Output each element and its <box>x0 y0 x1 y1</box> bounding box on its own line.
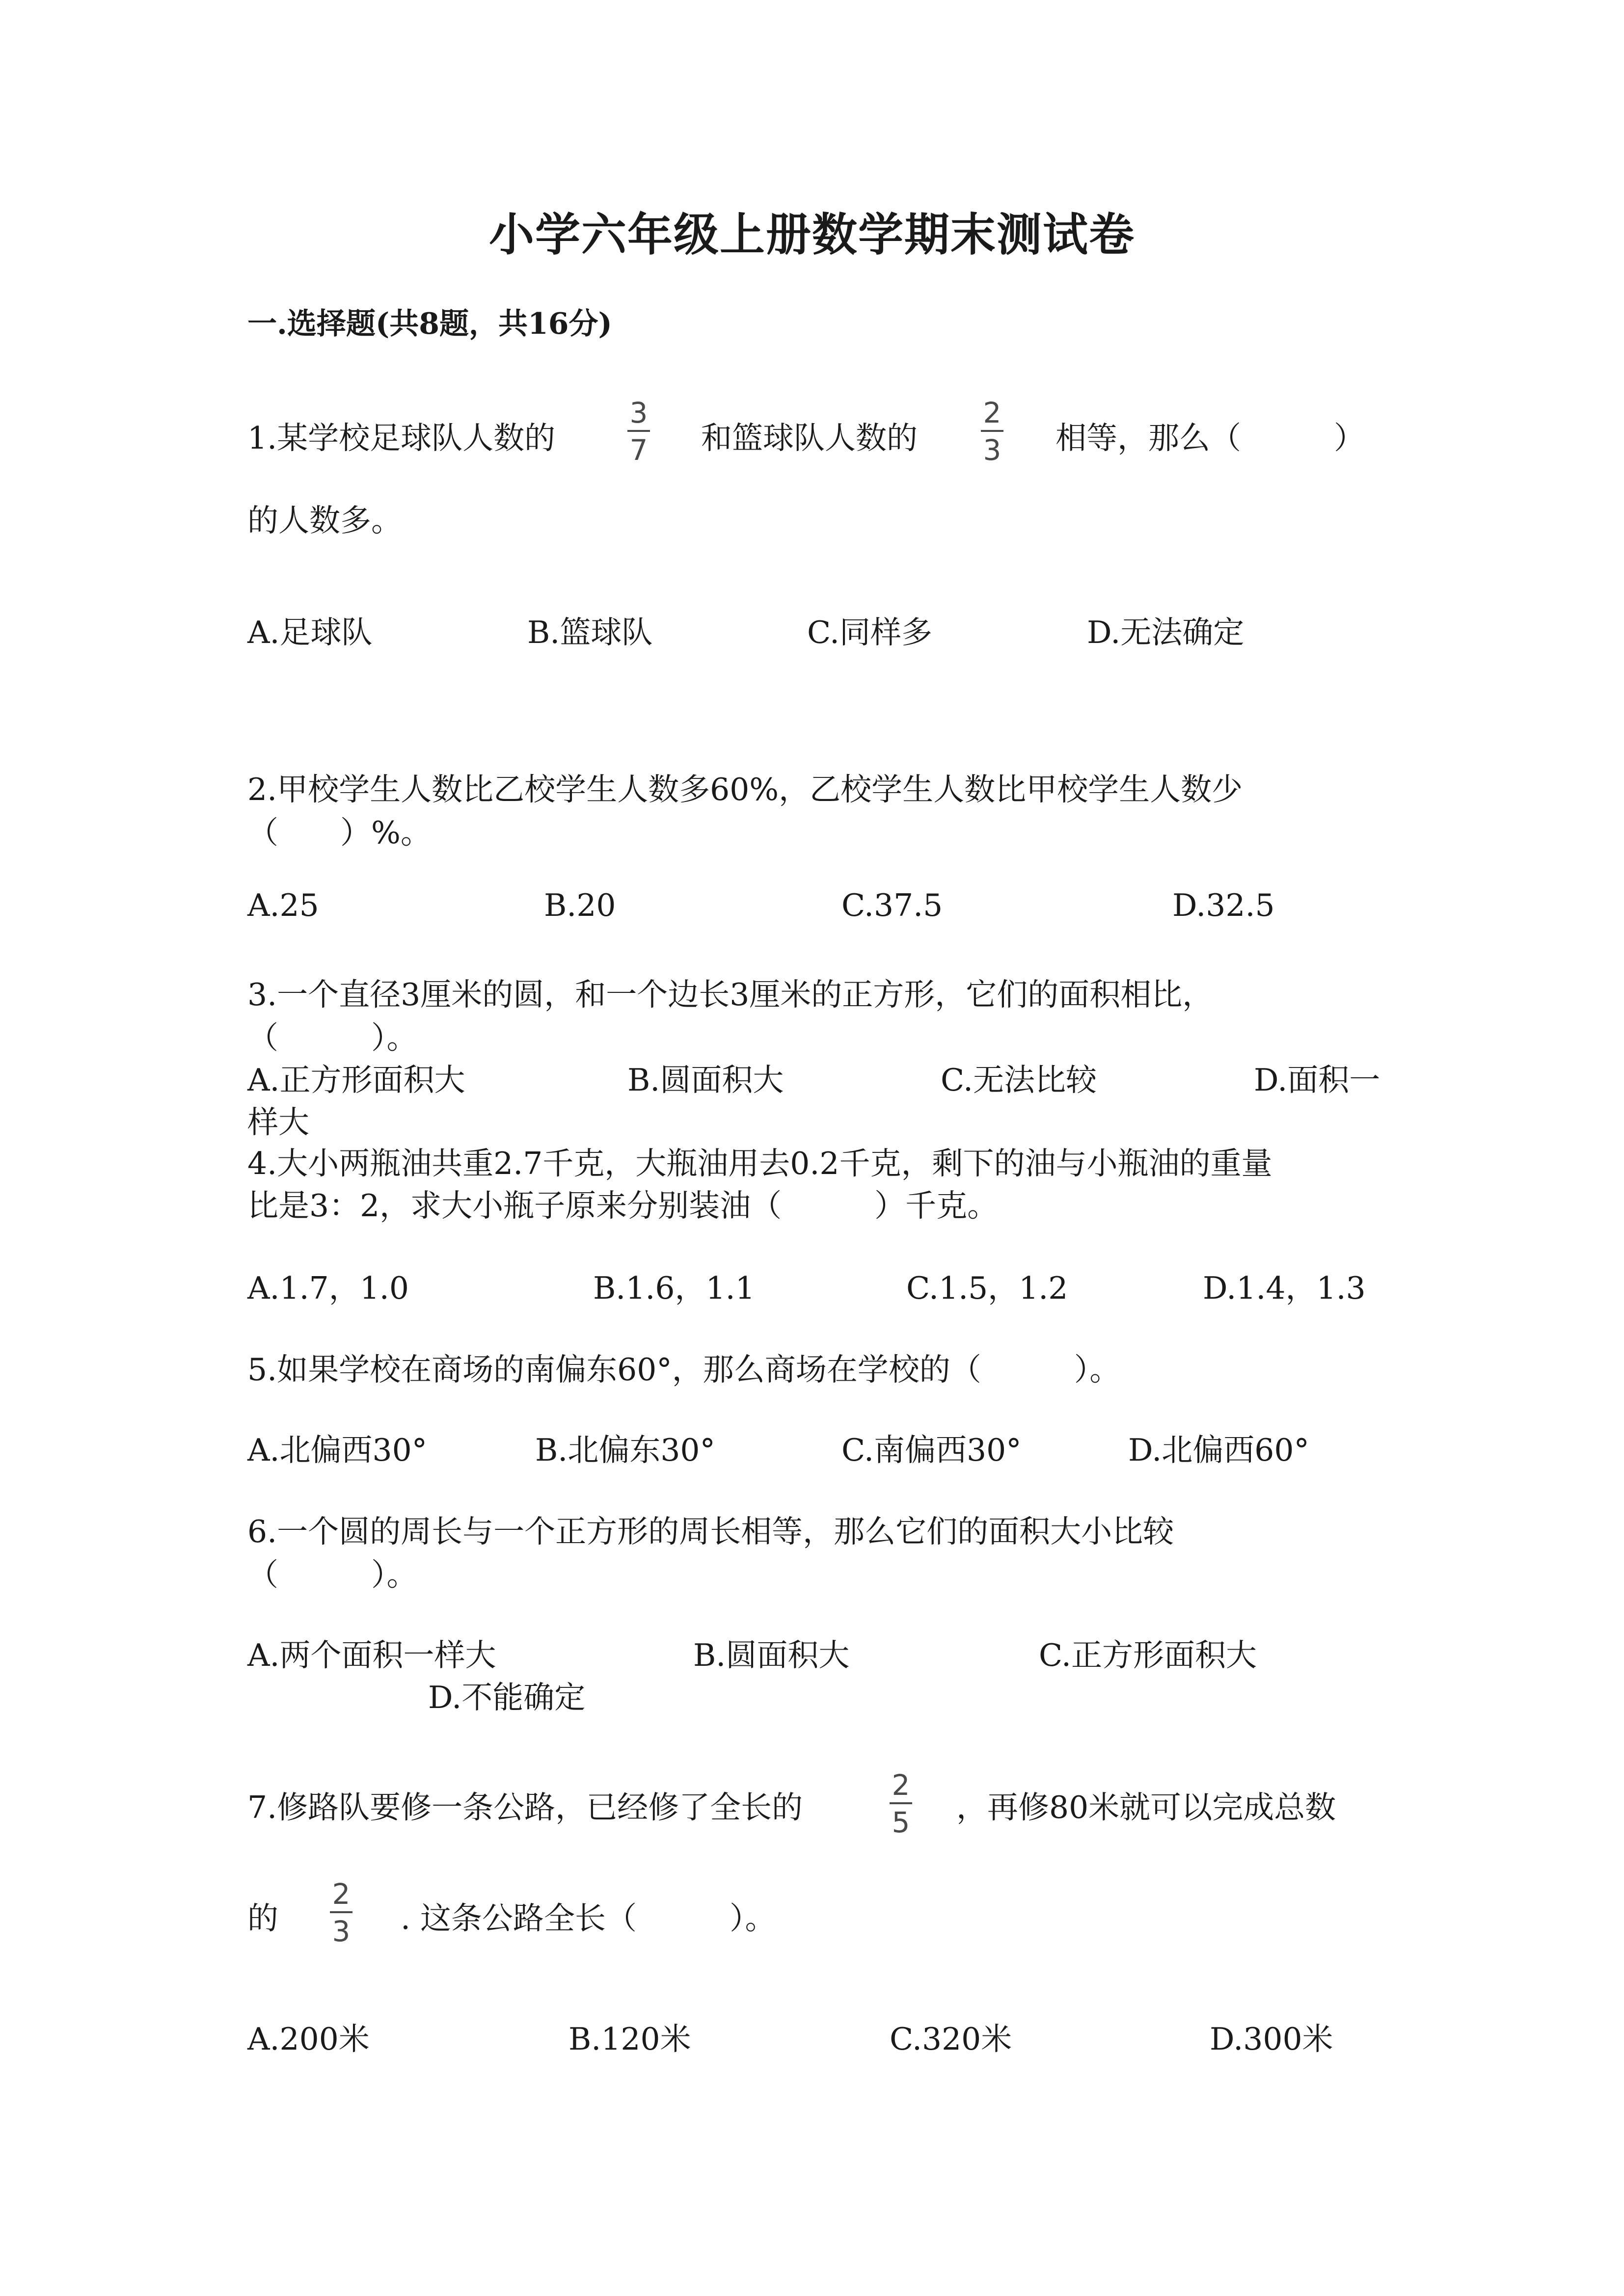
question-1-text-b: 和篮球队人数的 <box>701 420 918 456</box>
question-1-option-b[interactable]: B.篮球队 <box>527 614 653 650</box>
question-2-text-line2: （ ）%。 <box>247 815 432 851</box>
question-5-option-a[interactable]: A.北偏西30° <box>247 1432 428 1468</box>
question-6-text-line1: 6.一个圆的周长与一个正方形的周长相等，那么它们的面积大小比较 <box>247 1514 1174 1549</box>
question-7-option-b[interactable]: B.120米 <box>568 2021 691 2057</box>
question-4-text-line1: 4.大小两瓶油共重2.7千克，大瓶油用去0.2千克，剩下的油与小瓶油的重量 <box>247 1146 1272 1181</box>
question-7-text-b: ，再修80米就可以完成总数 <box>956 1789 1336 1825</box>
question-5-option-b[interactable]: B.北偏东30° <box>535 1432 715 1468</box>
question-7-fraction-1 <box>890 1768 912 1839</box>
question-2-option-a[interactable]: A.25 <box>247 887 319 923</box>
fraction-denominator: 5 <box>892 1806 910 1839</box>
question-4-option-d[interactable]: D.1.4，1.3 <box>1203 1270 1366 1306</box>
fraction-bar <box>627 430 650 432</box>
question-3-option-b[interactable]: B.圆面积大 <box>627 1062 784 1098</box>
question-2-option-c[interactable]: C.37.5 <box>841 887 943 923</box>
question-1-fraction-2 <box>981 396 1003 467</box>
question-7-text-a: 7.修路队要修一条公路，已经修了全长的 <box>247 1789 803 1825</box>
question-7-text-c: 的 <box>247 1900 278 1936</box>
page-title: 小学六年级上册数学期末测试卷 <box>488 208 1135 261</box>
question-1-text-a: 1.某学校足球队人数的 <box>247 420 556 456</box>
fraction-numerator: 2 <box>332 1877 351 1911</box>
question-5-option-c[interactable]: C.南偏西30° <box>841 1432 1022 1468</box>
question-7-option-c[interactable]: C.320米 <box>890 2021 1012 2057</box>
fraction-denominator: 3 <box>983 433 1001 467</box>
section-heading: 一.选择题(共8题，共16分) <box>247 307 612 341</box>
question-4-option-b[interactable]: B.1.6，1.1 <box>593 1270 755 1306</box>
fraction-numerator: 2 <box>892 1768 910 1802</box>
fraction-numerator: 3 <box>629 396 648 429</box>
fraction-denominator: 3 <box>332 1915 351 1948</box>
question-5-option-d[interactable]: D.北偏西60° <box>1128 1432 1309 1468</box>
question-2-option-b[interactable]: B.20 <box>544 887 616 923</box>
question-3-option-d[interactable]: D.面积一 <box>1254 1062 1380 1098</box>
question-2-option-d[interactable]: D.32.5 <box>1172 887 1275 923</box>
question-1-fraction-1 <box>627 396 650 467</box>
fraction-bar <box>981 430 1003 432</box>
fraction-numerator: 2 <box>983 396 1001 429</box>
question-4-option-c[interactable]: C.1.5，1.2 <box>906 1270 1068 1306</box>
question-7-option-d[interactable]: D.300米 <box>1210 2021 1333 2057</box>
question-1-option-d[interactable]: D.无法确定 <box>1087 614 1245 650</box>
question-3-text-line2: （ ）。 <box>247 1020 418 1056</box>
question-3-option-c[interactable]: C.无法比较 <box>941 1062 1097 1098</box>
question-7-fraction-2 <box>330 1877 352 1948</box>
question-3-text-line1: 3.一个直径3厘米的圆，和一个边长3厘米的正方形，它们的面积相比， <box>247 977 1214 1013</box>
question-7-option-a[interactable]: A.200米 <box>247 2021 370 2057</box>
question-4-text-line2: 比是3：2，求大小瓶子原来分别装油（ ）千克。 <box>247 1188 999 1224</box>
question-6-option-a[interactable]: A.两个面积一样大 <box>247 1637 496 1673</box>
question-6-option-c[interactable]: C.正方形面积大 <box>1039 1637 1257 1673</box>
question-2-text-line1: 2.甲校学生人数比乙校学生人数多60%，乙校学生人数比甲校学生人数少 <box>247 772 1243 807</box>
question-1-option-a[interactable]: A.足球队 <box>247 614 373 650</box>
question-3-option-a[interactable]: A.正方形面积大 <box>247 1062 465 1098</box>
question-1-option-c[interactable]: C.同样多 <box>807 614 932 650</box>
question-7-text-d: . 这条公路全长（ ）。 <box>401 1900 776 1936</box>
question-5-text-line1: 5.如果学校在商场的南偏东60°，那么商场在学校的（ ）。 <box>247 1352 1121 1388</box>
question-6-text-line2: （ ）。 <box>247 1557 418 1593</box>
question-4-option-a[interactable]: A.1.7，1.0 <box>247 1270 409 1306</box>
question-6-option-d[interactable]: D.不能确定 <box>428 1680 586 1715</box>
question-1-text-c: 相等，那么（ ） <box>1056 420 1365 456</box>
fraction-denominator: 7 <box>629 433 648 467</box>
question-3-option-d-wrap: 样大 <box>247 1104 309 1140</box>
question-1-text-line2: 的人数多。 <box>247 503 402 538</box>
fraction-bar <box>330 1911 352 1913</box>
question-6-option-b[interactable]: B.圆面积大 <box>693 1637 850 1673</box>
fraction-bar <box>890 1802 912 1804</box>
